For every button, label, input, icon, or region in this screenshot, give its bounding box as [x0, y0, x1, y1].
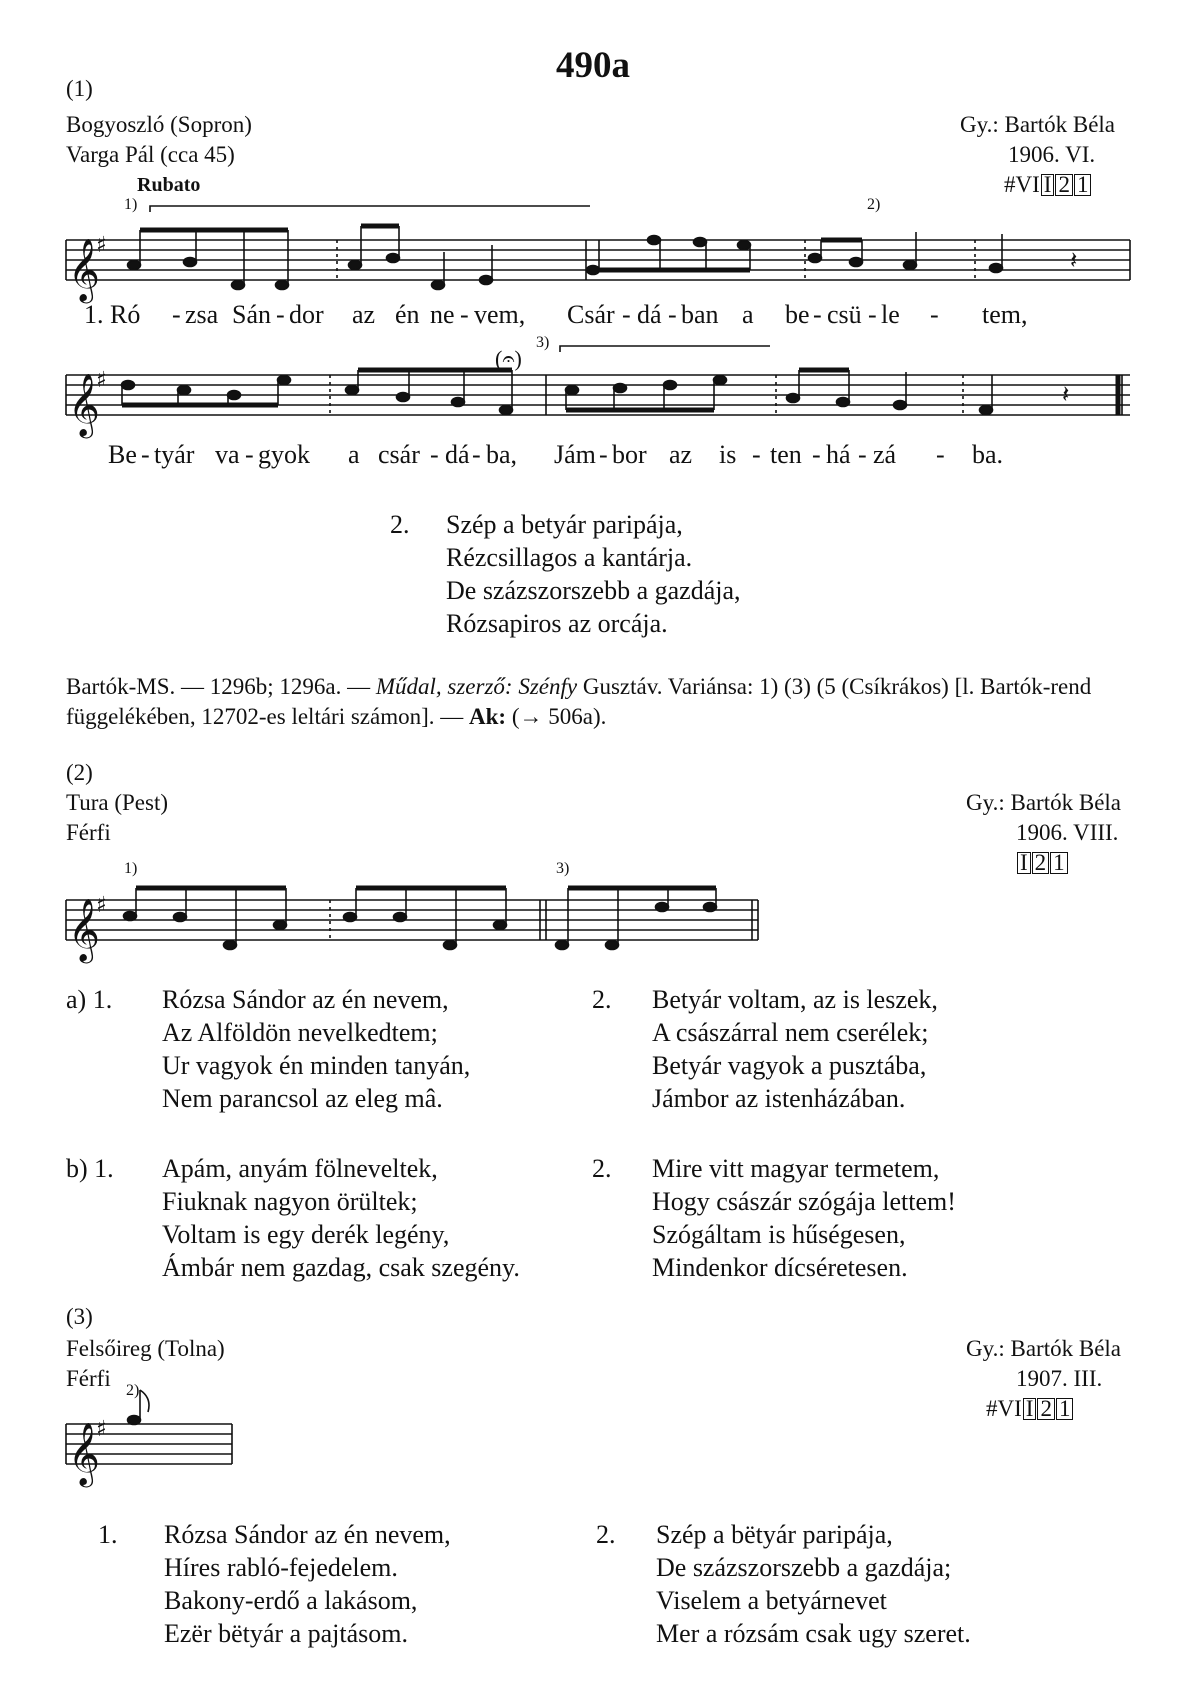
lyric-syllable: bor [612, 440, 647, 469]
verse-number: 2. [596, 1520, 616, 1549]
verse-block [446, 508, 741, 640]
editorial-note-line1 [66, 672, 1091, 702]
verse-line: Ezër bëtyár a pajtásom. [164, 1619, 408, 1648]
lyric-syllable: - [936, 440, 945, 469]
verse-line: Mire vitt magyar termetem, [652, 1154, 940, 1183]
quarter-rest-icon: 𝄽 [1070, 246, 1078, 274]
note-text: Gusztáv. Variánsa: 1) (3) (5 (Csíkrákos) [l. Bartók-rend [577, 674, 1092, 699]
class-box: 1 [1074, 174, 1092, 196]
verse-b-label: b) 1. [66, 1154, 114, 1183]
class-prefix: #VI [986, 1396, 1022, 1421]
lyric-syllable: - [868, 300, 877, 329]
verse-number: 2. [592, 985, 612, 1014]
class-box: I [1041, 174, 1055, 196]
lyric-syllable: há [826, 440, 851, 469]
verse-line: Szép a bëtyár paripája, [656, 1520, 893, 1549]
verse-line: A császárral nem cserélek; [652, 1018, 929, 1047]
class-box: 2 [1032, 852, 1050, 874]
lyric-syllable: a [742, 300, 754, 329]
section2-place: Tura (Pest) [66, 790, 169, 815]
mark-1: 1) [124, 860, 138, 877]
quarter-rest-icon: 𝄽 [1062, 380, 1070, 408]
lyric-syllable: ba, [486, 440, 518, 469]
lyric-syllable: le [881, 300, 900, 329]
sharp-icon: ♯ [96, 368, 107, 393]
lyric-syllable: Jám [554, 440, 596, 469]
lyric-syllable: zá [873, 440, 897, 469]
section2-number: (2) [66, 760, 93, 785]
verse-line: Az Alföldön nevelkedtem; [162, 1018, 438, 1047]
treble-clef-icon: 𝄞 [68, 898, 100, 961]
lyric-syllable: a [348, 440, 360, 469]
treble-clef-icon: 𝄞 [68, 1422, 100, 1485]
lyric-syllable: csár [378, 440, 420, 469]
verse-block [652, 1152, 956, 1284]
verse-line: Rózsapiros az orcája. [446, 609, 668, 638]
verse-line: Apám, anyám fölneveltek, [162, 1154, 438, 1183]
verse-block [164, 1518, 451, 1650]
fermata-mark: (𝄐) [495, 346, 522, 371]
lyric-syllable: az [352, 300, 376, 329]
lyric-syllable: be [785, 300, 810, 329]
verse-line: Mindenkor dícséretesen. [652, 1253, 908, 1282]
verse-line: Betyár voltam, az is leszek, [652, 985, 938, 1014]
verse-number: 1. [98, 1520, 118, 1549]
lyric-syllable: - [245, 440, 254, 469]
lyric-syllable: - [460, 300, 469, 329]
lyric-syllable: - [172, 300, 181, 329]
lyric-syllable: ten [770, 440, 802, 469]
verse-block [656, 1518, 971, 1650]
lyric-syllable: is [719, 440, 737, 469]
editorial-note-line2 [66, 702, 606, 732]
note-text: függelékében, 12702-es leltári számon]. — [66, 704, 470, 729]
verse-block [162, 983, 470, 1115]
class-box: 2 [1055, 174, 1073, 196]
lyric-syllable: - [930, 300, 939, 329]
lyric-syllable: - [276, 300, 285, 329]
lyric-syllable: vem, [474, 300, 526, 329]
mark-2: 2) [867, 196, 881, 213]
verse-line: Rózsa Sándor az én nevem, [164, 1520, 451, 1549]
lyric-syllable: dá [445, 440, 470, 469]
lyric-syllable: csü [827, 300, 862, 329]
note-italic: Műdal, szerző: Szénfy [375, 674, 578, 699]
verse-block [652, 983, 938, 1115]
mark-2: 2) [126, 1382, 140, 1399]
class-box: I [1017, 852, 1031, 874]
verse-line: Betyár vagyok a pusztába, [652, 1051, 927, 1080]
lyric-syllable: Csár [567, 300, 615, 329]
mark-3: 3) [536, 334, 550, 351]
volta-3 [560, 346, 770, 352]
notes-staff-2 [122, 370, 993, 415]
verse-number: 2. [390, 510, 410, 539]
class-box: I [1023, 1398, 1037, 1420]
page-number: 490a [556, 45, 630, 86]
verse-line: Voltam is egy derék legény, [162, 1220, 450, 1249]
section2-collector: Gy.: Bartók Béla [966, 790, 1122, 815]
mark-1: 1) [124, 196, 138, 213]
section2-date: 1906. VIII. [1016, 820, 1119, 845]
lyric-syllable: va [215, 440, 240, 469]
lyric-syllable: 1. Ró [84, 300, 141, 329]
verse-line: Ur vagyok én minden tanyán, [162, 1051, 471, 1080]
lyric-syllable: gyok [258, 440, 310, 469]
lyric-syllable: én [395, 300, 420, 329]
mark-3: 3) [556, 860, 570, 877]
lyric-syllable: - [813, 300, 822, 329]
staff-1 [66, 240, 1130, 280]
note-text: Bartók-MS. — 1296b; 1296a. — [66, 674, 376, 699]
verse-line: De százszorszebb a gazdája; [656, 1553, 952, 1582]
verse-line: Fiuknak nagyon örültek; [162, 1187, 418, 1216]
note-bold: Ak: [469, 704, 507, 729]
section3-singer: Férfi [66, 1366, 111, 1391]
staff-3 [66, 900, 758, 940]
lyric-syllable: dor [289, 300, 324, 329]
verse-line: Jámbor az istenházában. [652, 1084, 906, 1113]
verse-line: De százszorszebb a gazdája, [446, 576, 741, 605]
verse-line: Nem parancsol az eleg mâ. [162, 1084, 443, 1113]
lyric-syllable: ba. [972, 440, 1004, 469]
verse-line: Bakony-erdő a lakásom, [164, 1586, 418, 1615]
sharp-icon: ♯ [96, 233, 107, 258]
section1-place: Bogyoszló (Sopron) [66, 112, 252, 137]
verse-line: Mer a rózsám csak ugy szeret. [656, 1619, 971, 1648]
lyric-syllable: ban [681, 300, 719, 329]
lyric-syllable: - [430, 440, 439, 469]
lyric-syllable: dá [637, 300, 662, 329]
lyric-syllable: Sán [232, 300, 271, 329]
lyric-syllable: ne [430, 300, 455, 329]
class-prefix: #VI [1004, 172, 1040, 197]
section3-place: Felsőireg (Tolna) [66, 1336, 225, 1361]
section1-collector: Gy.: Bartók Béla [960, 112, 1116, 137]
section1-number: (1) [66, 76, 93, 101]
verse-line: Viselem a betyárnevet [656, 1586, 887, 1615]
verse-line: Szógáltam is hűségesen, [652, 1220, 906, 1249]
class-box: 1 [1050, 852, 1068, 874]
treble-clef-icon: 𝄞 [68, 373, 100, 436]
verse-line: Rózsa Sándor az én nevem, [162, 985, 449, 1014]
verse-line: Szép a betyár paripája, [446, 510, 683, 539]
lyric-syllable: - [622, 300, 631, 329]
lyric-syllable: zsa [185, 300, 219, 329]
lyric-syllable: tem, [982, 300, 1028, 329]
section2-singer: Férfi [66, 820, 111, 845]
note-text: (→ 506a). [506, 704, 607, 729]
verse-line: Rézcsillagos a kantárja. [446, 543, 693, 572]
verse-number: 2. [592, 1154, 612, 1183]
verse-a-label: a) 1. [66, 985, 113, 1014]
lyric-syllable: - [141, 440, 150, 469]
verse-line: Ámbár nem gazdag, csak szegény. [162, 1253, 520, 1282]
lyric-syllable: - [668, 300, 677, 329]
class-box: 1 [1056, 1398, 1074, 1420]
lyric-syllable: tyár [154, 440, 195, 469]
verse-line: Hogy császár szógája lettem! [652, 1187, 956, 1216]
section1-tempo: Rubato [137, 174, 201, 196]
section2-classification [1016, 848, 1068, 878]
verse-block [162, 1152, 520, 1284]
lyric-syllable: - [752, 440, 761, 469]
sharp-icon: ♯ [96, 893, 107, 918]
section3-collector: Gy.: Bartók Béla [966, 1336, 1122, 1361]
lyric-syllable: - [599, 440, 608, 469]
section3-classification [986, 1394, 1073, 1424]
section1-singer: Varga Pál (cca 45) [66, 142, 235, 167]
treble-clef-icon: 𝄞 [68, 238, 100, 301]
verse-line: Híres rabló-fejedelem. [164, 1553, 398, 1582]
volta-1 [150, 206, 590, 212]
section3-number: (3) [66, 1304, 93, 1329]
lyric-syllable: - [858, 440, 867, 469]
section3-date: 1907. III. [1016, 1366, 1103, 1391]
sharp-icon: ♯ [96, 1417, 107, 1442]
section1-date: 1906. VI. [1008, 142, 1096, 167]
lyric-syllable: - [472, 440, 481, 469]
lyric-syllable: az [669, 440, 693, 469]
lyric-syllable: - [812, 440, 821, 469]
class-box: 2 [1037, 1398, 1055, 1420]
lyric-syllable: Be [108, 440, 137, 469]
